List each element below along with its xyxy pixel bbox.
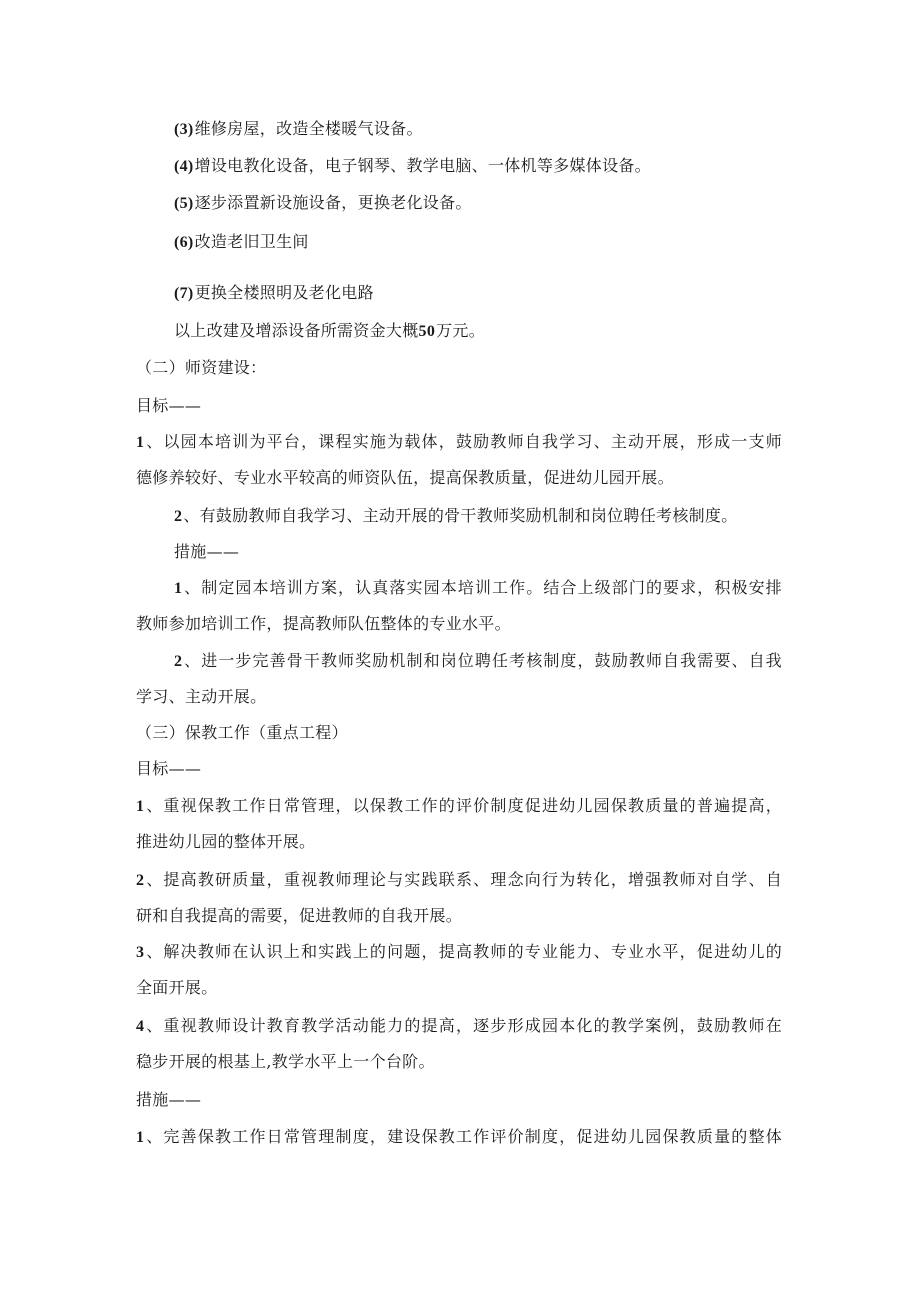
- item-text: 维修房屋，改造全楼暖气设备。: [194, 119, 423, 138]
- item-text: 增设电教化设备，电子钢琴、教学电脑、一体机等多媒体设备。: [194, 156, 651, 175]
- measure-number: 1: [174, 580, 183, 597]
- measure-text: 、进一步完善骨干教师奖励机制和岗位聘任考核制度，鼓励教师自我需要、自我: [183, 651, 782, 670]
- measure-label: 措施——: [136, 1090, 202, 1109]
- goal-line: [136, 941, 782, 964]
- goal-number: 1: [136, 798, 145, 815]
- list-item: [174, 155, 651, 178]
- measure-line: 学习、主动开展。: [136, 687, 267, 706]
- goal-line: 研和自我提高的需要，促进教师的自我开展。: [136, 906, 463, 925]
- goal-line: 全面开展。: [136, 978, 218, 997]
- measure-line: 教师参加培训工作，提高教师队伍整体的专业水平。: [136, 614, 511, 633]
- list-item: [174, 231, 309, 254]
- measure-text: 、制定园本培训方案，认真落实园本培训工作。结合上级部门的要求，积极安排: [183, 578, 782, 597]
- goal-line: 稳步开展的根基上,教学水平上一个台阶。: [136, 1052, 435, 1071]
- item-text: 更换全楼照明及老化电路: [194, 283, 374, 302]
- goal-number: 3: [136, 944, 145, 961]
- measure-label: 措施——: [174, 542, 240, 561]
- measure-line: [174, 650, 782, 673]
- section-heading: （二）师资建设：: [136, 358, 267, 377]
- list-item: [174, 192, 472, 215]
- section-heading: （三）保教工作（重点工程）: [136, 723, 348, 742]
- goal-number: 2: [174, 508, 183, 525]
- goal-text: 、提高教研质量，重视教师理论与实践联系、理念向行为转化，增强教师对自学、自: [145, 870, 782, 889]
- item-number: (5): [174, 195, 194, 212]
- funds-paragraph: [174, 320, 485, 343]
- funds-text-after: 万元。: [436, 321, 486, 340]
- goal-text: 、有鼓励教师自我学习、主动开展的骨干教师奖励机制和岗位聘任考核制度。: [183, 506, 738, 525]
- goal-line: [136, 1015, 782, 1038]
- goal-line: [136, 869, 782, 892]
- goal-number: 1: [136, 434, 145, 451]
- measure-text: 、完善保教工作日常管理制度，建设保教工作评价制度，促进幼儿园保教质量的整体: [145, 1127, 782, 1146]
- goal-text: 、解决教师在认识上和实践上的问题，提高教师的专业能力、专业水平，促进幼儿的: [145, 942, 782, 961]
- item-number: (3): [174, 121, 194, 138]
- goal-number: 2: [136, 872, 145, 889]
- goal-line: [136, 431, 782, 454]
- goal-text: 、以园本培训为平台，课程实施为载体，鼓励教师自我学习、主动开展，形成一支师: [145, 432, 782, 451]
- funds-text-before: 以上改建及增添设备所需资金大概: [174, 321, 419, 340]
- goal-number: 4: [136, 1018, 145, 1035]
- item-number: (6): [174, 234, 194, 251]
- goal-line: [136, 795, 782, 818]
- item-number: (4): [174, 158, 194, 175]
- goal-text: 、重视教师设计教育教学活动能力的提高，逐步形成园本化的教学案例，鼓励教师在: [145, 1016, 782, 1035]
- measure-number: 2: [174, 653, 183, 670]
- goal-line: 推进幼儿园的整体开展。: [136, 832, 316, 851]
- goal-line: [174, 505, 738, 528]
- goal-text: 、重视保教工作日常管理，以保教工作的评价制度促进幼儿园保教质量的普遍提高，: [145, 796, 782, 815]
- measure-number: 1: [136, 1129, 145, 1146]
- goal-label: 目标——: [136, 759, 202, 778]
- item-number: (7): [174, 285, 194, 302]
- goal-label: 目标——: [136, 396, 202, 415]
- item-text: 逐步添置新设施设备，更换老化设备。: [194, 193, 472, 212]
- item-text: 改造老旧卫生间: [194, 232, 309, 251]
- funds-amount: 50: [418, 323, 436, 340]
- list-item: [174, 118, 423, 141]
- measure-line: [174, 577, 782, 600]
- goal-line: 德修养较好、专业水平较高的师资队伍，提高保教质量，促进幼儿园开展。: [136, 468, 674, 487]
- list-item: [174, 282, 374, 305]
- measure-line: [136, 1126, 782, 1149]
